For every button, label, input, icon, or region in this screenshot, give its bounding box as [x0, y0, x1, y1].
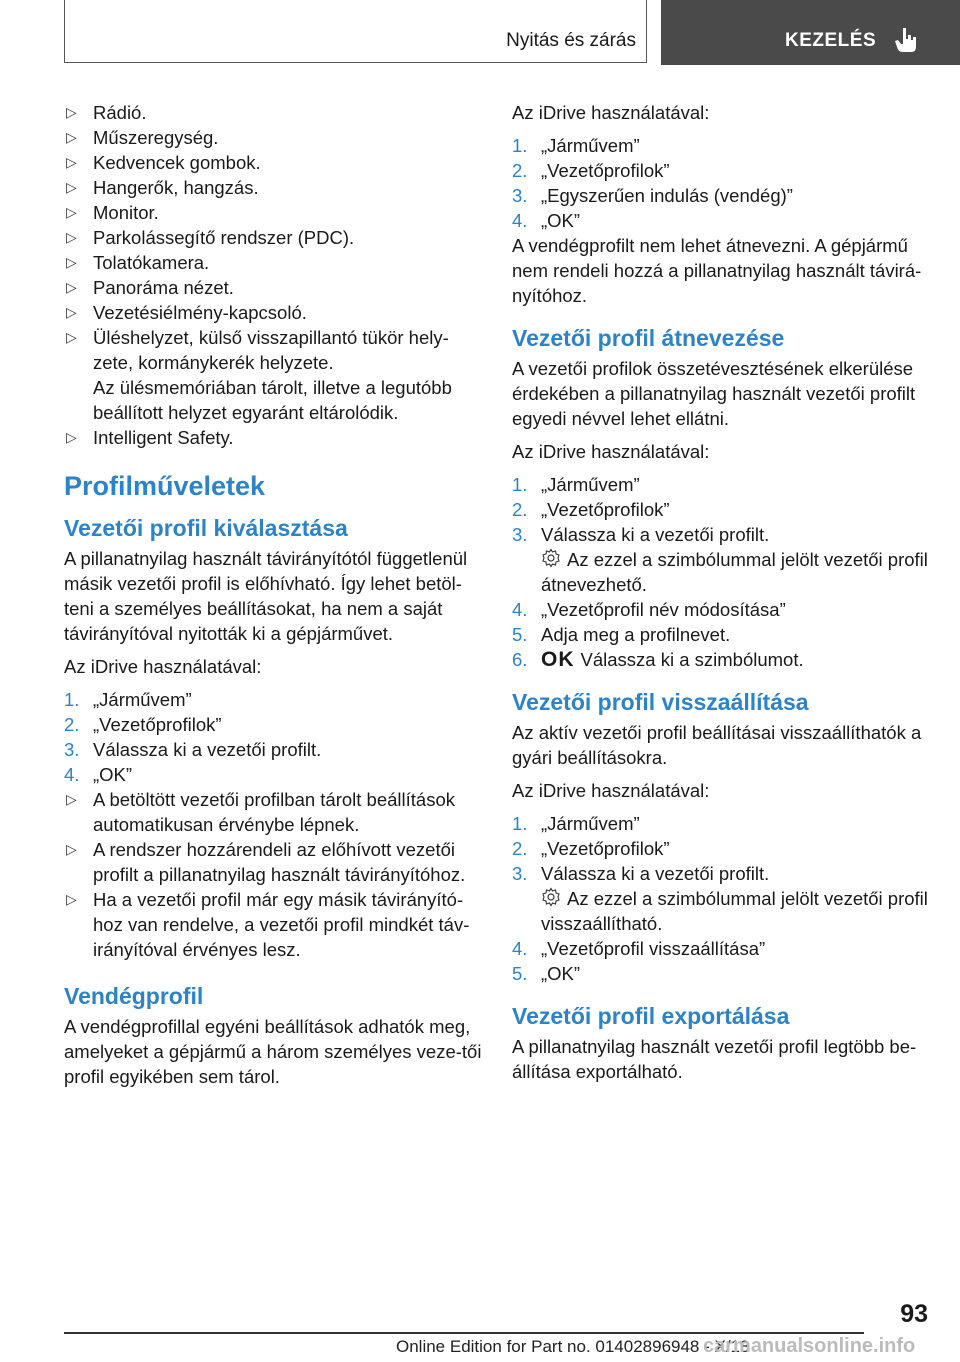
step-number: 4.: [64, 764, 80, 785]
watermark: carmanualsonline.info: [703, 1335, 916, 1357]
step-number: 2.: [512, 499, 528, 520]
step-number: 3.: [512, 524, 528, 545]
paragraph: A vendégprofilt nem lehet átnevezni. A gépjármű nem rendeli hozzá a pillanatnyilag használt távirá-nyítóhoz.: [512, 235, 922, 306]
paragraph: A vezetői profilok összetévesztésének elkerülése érdekében a pillanatnyilag használt vezetői profilt egyedi névvel lehet ellátni.: [512, 358, 916, 429]
bullet-triangle-icon: ▷: [66, 279, 77, 295]
step-item: 3. Válassza ki a vezetői profilt.: [512, 863, 770, 884]
heading-vendegprofil: Vendégprofil: [64, 983, 204, 1009]
chapter-tab-label: KEZELÉS: [785, 30, 877, 51]
step-item: 6. OK Válassza ki a szimbólumot.: [512, 648, 804, 671]
step-item: 2. „Vezetőprofilok”: [512, 499, 670, 520]
step-number: 1.: [512, 135, 528, 156]
step-item: 4. „OK”: [64, 764, 133, 785]
step-number: 3.: [512, 863, 528, 884]
step-number: 5.: [512, 963, 528, 984]
step-number: 4.: [512, 599, 528, 620]
list-item: ▷ A betöltött vezetői profilban tárolt beállítások automatikusan érvénybe lépnek.: [66, 789, 455, 835]
right-column: [512, 100, 932, 1092]
step-number: 6.: [512, 649, 528, 670]
list-item: ▷ Tolatókamera.: [66, 252, 210, 273]
bullet-triangle-icon: ▷: [66, 154, 77, 170]
step-number: 1.: [512, 813, 528, 834]
step-number: 1.: [64, 689, 80, 710]
bullet-triangle-icon: ▷: [66, 304, 77, 320]
step-item: 5. „OK”: [512, 963, 581, 984]
left-column: [64, 100, 484, 1097]
heading-profilmuveletek: Profilműveletek: [64, 471, 266, 501]
edition-text: Online Edition for Part no. 01402896948 - X/18: [396, 1337, 750, 1356]
paragraph: Az iDrive használatával:: [512, 441, 710, 462]
paragraph: A pillanatnyilag használt vezetői profil legtöbb be-állítása exportálható.: [512, 1036, 917, 1082]
paragraph: A pillanatnyilag használt távirányítótól függetlenül másik vezetői profil is előhívható. Így lehet betöl-teni a személyes beállításokat, ha nem a saját távirányítóval nyitották ki a gépjárművet.: [64, 548, 468, 644]
step-number: 1.: [512, 474, 528, 495]
gear-icon: [541, 548, 561, 568]
step-item: 3. Válassza ki a vezetői profilt.: [64, 739, 322, 760]
paragraph: Az iDrive használatával:: [512, 102, 710, 123]
paragraph: Az iDrive használatával:: [64, 656, 262, 677]
step-item: 3. „Egyszerűen indulás (vendég)”: [512, 185, 793, 206]
step-number: 2.: [512, 160, 528, 181]
list-item: ▷ Műszeregység.: [66, 127, 219, 148]
hand-icon: [893, 26, 919, 54]
list-item: ▷ A rendszer hozzárendeli az előhívott vezetői profilt a pillanatnyilag használt távirányítóhoz.: [66, 839, 466, 885]
list-item: ▷ Panoráma nézet.: [66, 277, 234, 298]
step-item: 4. „Vezetőprofil visszaállítása”: [512, 938, 766, 959]
step-number: 4.: [512, 938, 528, 959]
page-number: 93: [900, 1300, 928, 1328]
bullet-triangle-icon: ▷: [66, 229, 77, 245]
heading-profil-visszaallitasa: Vezetői profil visszaállítása: [512, 689, 809, 715]
heading-profil-kivalasztasa: Vezetői profil kiválasztása: [64, 515, 348, 541]
step-item: 1. „Járművem”: [64, 689, 192, 710]
step-item: 2. „Vezetőprofilok”: [512, 838, 670, 859]
step-item: 1. „Járművem”: [512, 474, 640, 495]
list-item: ▷ Hangerők, hangzás.: [66, 177, 259, 198]
list-item: ▷ Rádió.: [66, 102, 147, 123]
step-number: 3.: [512, 185, 528, 206]
step-number: 2.: [512, 838, 528, 859]
bullet-triangle-icon: ▷: [66, 204, 77, 220]
heading-profil-atnevezese: Vezetői profil átnevezése: [512, 325, 785, 351]
list-item: ▷ Üléshelyzet, külső visszapillantó tükör hely-zete, kormánykerék helyzete.: [66, 327, 449, 373]
step-number: 2.: [64, 714, 80, 735]
bullet-triangle-icon: ▷: [66, 129, 77, 145]
step-item: 2. „Vezetőprofilok”: [512, 160, 670, 181]
list-item: ▷ Ha a vezetői profil már egy másik távirányító-hoz van rendelve, a vezetői profil mindkét táv-irányítóval érvényes lesz.: [66, 889, 470, 960]
step-item: 4. „Vezetőprofil név módosítása”: [512, 599, 786, 620]
paragraph: Az aktív vezetői profil beállításai visszaállíthatók a gyári beállításokra.: [512, 722, 922, 768]
heading-profil-exportalasa: Vezetői profil exportálása: [512, 1003, 790, 1029]
paragraph: Az iDrive használatával:: [512, 780, 710, 801]
gear-icon: [541, 887, 561, 907]
list-item: ▷ Vezetésiélmény-kapcsoló.: [66, 302, 307, 323]
symbol-note: Az ezzel a szimbólummal jelölt vezetői profil átnevezhető.: [541, 549, 928, 595]
section-title: Nyitás és zárás: [506, 30, 636, 51]
step-number: 5.: [512, 624, 528, 645]
bullet-triangle-icon: ▷: [66, 329, 77, 345]
step-item: 4. „OK”: [512, 210, 581, 231]
step-item: 5. Adja meg a profilnevet.: [512, 624, 731, 645]
footer-divider: [64, 1332, 864, 1334]
ok-symbol-icon: OK: [541, 648, 575, 671]
symbol-note: Az ezzel a szimbólummal jelölt vezetői profil visszaállítható.: [541, 888, 928, 934]
step-number: 4.: [512, 210, 528, 231]
bullet-triangle-icon: ▷: [66, 891, 77, 907]
bullet-triangle-icon: ▷: [66, 841, 77, 857]
step-number: 3.: [64, 739, 80, 760]
list-item: ▷ Kedvencek gombok.: [66, 152, 261, 173]
list-item: ▷ Parkolássegítő rendszer (PDC).: [66, 227, 355, 248]
seat-note: Az ülésmemóriában tárolt, illetve a legutóbb beállított helyzet egyaránt eltárolódik.: [93, 377, 452, 423]
step-item: 1. „Járművem”: [512, 813, 640, 834]
bullet-triangle-icon: ▷: [66, 254, 77, 270]
bullet-triangle-icon: ▷: [66, 104, 77, 120]
bullet-triangle-icon: ▷: [66, 791, 77, 807]
list-item: ▷ Monitor.: [66, 202, 159, 223]
list-item: ▷ Intelligent Safety.: [66, 427, 234, 448]
step-item: 1. „Járművem”: [512, 135, 640, 156]
paragraph: A vendégprofillal egyéni beállítások adhatók meg, amelyeket a gépjármű a három személyes veze-tői profil egyikében sem tárol.: [64, 1016, 482, 1087]
bullet-triangle-icon: ▷: [66, 429, 77, 445]
bullet-triangle-icon: ▷: [66, 179, 77, 195]
step-item: 2. „Vezetőprofilok”: [64, 714, 222, 735]
step-item: 3. Válassza ki a vezetői profilt.: [512, 524, 770, 545]
